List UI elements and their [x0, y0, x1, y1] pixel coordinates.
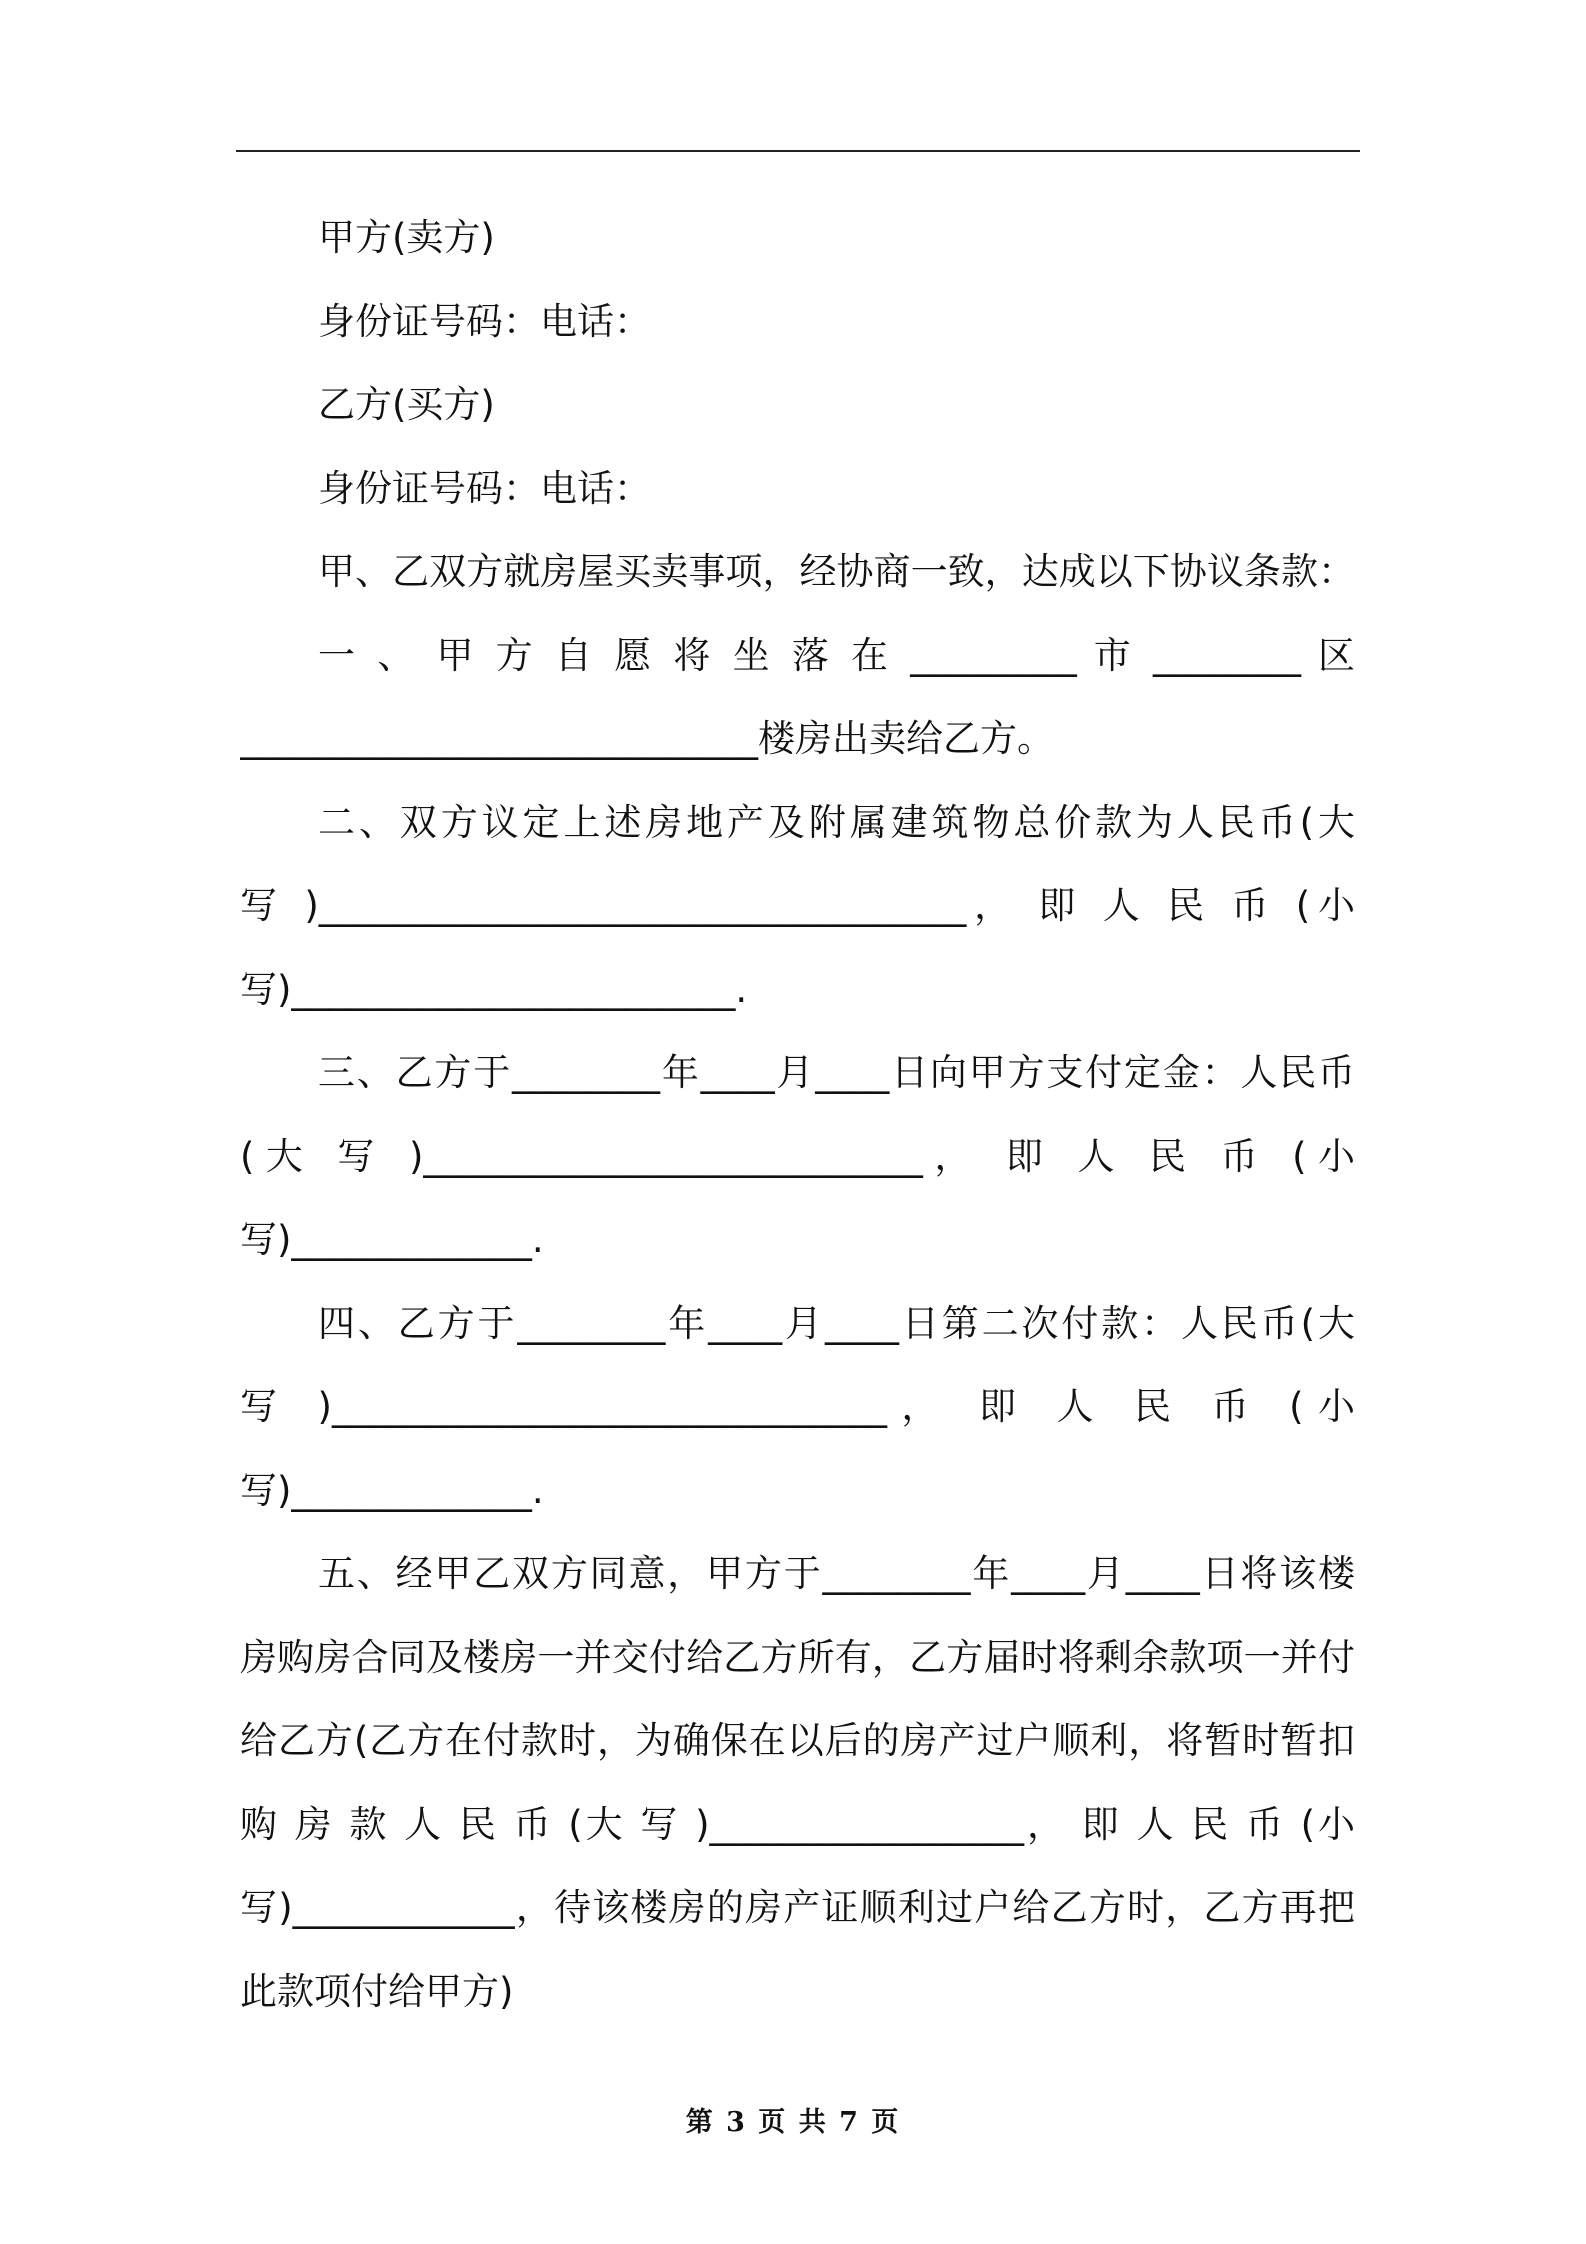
- clause-3-line-2: (大 写 )___________________________， 即 人 民 币 (小: [240, 1134, 1355, 1178]
- clause-3-line-1: 三、乙方于________年____月____日向甲方支付定金：人民币: [318, 1051, 1355, 1094]
- clause-1-line-1: 一 、 甲 方 自 愿 将 坐 落 在 _________ 市 ________ 区: [318, 633, 1355, 677]
- clause-2-line-3: 写)________________________.: [240, 967, 748, 1011]
- clause-5-line-2: 房购房合同及楼房一并交付给乙方所有，乙方届时将剩余款项一并付: [240, 1635, 1355, 1679]
- clause-5-line-1: 五、经甲乙双方同意，甲方于________年____月____日将该楼: [318, 1552, 1355, 1595]
- party-b-id-phone: 身份证号码：电话：: [318, 466, 651, 510]
- clause-5-line-5: 写)____________，待该楼房的房产证顺利过户给乙方时，乙方再把: [240, 1886, 1355, 1929]
- clause-2-line-1: 二、双方议定上述房地产及附属建筑物总价款为人民币(大: [318, 800, 1355, 844]
- clause-4-line-3: 写)_____________.: [240, 1468, 544, 1512]
- document-body: [240, 196, 1355, 2033]
- clause-1-line-2: ____________________________楼房出卖给乙方。: [240, 717, 1054, 760]
- page-footer: 第 3 页 共 7 页: [685, 2107, 901, 2138]
- party-b-label: 乙方(买方): [318, 383, 495, 426]
- header-rule: [236, 150, 1360, 152]
- clause-5-line-6: 此款项付给甲方): [240, 1969, 514, 2013]
- party-a-id-phone: 身份证号码：电话：: [318, 299, 651, 343]
- party-a-label: 甲方(卖方): [318, 216, 495, 259]
- clause-5-line-3: 给乙方(乙方在付款时，为确保在以后的房产过户顺利，将暂时暂扣: [240, 1719, 1355, 1762]
- clause-4-line-2: 写 )______________________________， 即 人 民 币 (小: [240, 1385, 1355, 1428]
- clause-5-line-4: 购 房 款 人 民 币 (大 写 )_________________， 即 人 民 币 (小: [240, 1802, 1355, 1846]
- clause-4-line-1: 四、乙方于________年____月____日第二次付款：人民币(大: [318, 1301, 1355, 1345]
- clause-3-line-3: 写)_____________.: [240, 1218, 544, 1261]
- preamble: 甲、乙双方就房屋买卖事项，经协商一致，达成以下协议条款：: [318, 550, 1355, 593]
- clause-2-line-2: 写 )___________________________________， 即 人 民 币 (小: [240, 884, 1355, 927]
